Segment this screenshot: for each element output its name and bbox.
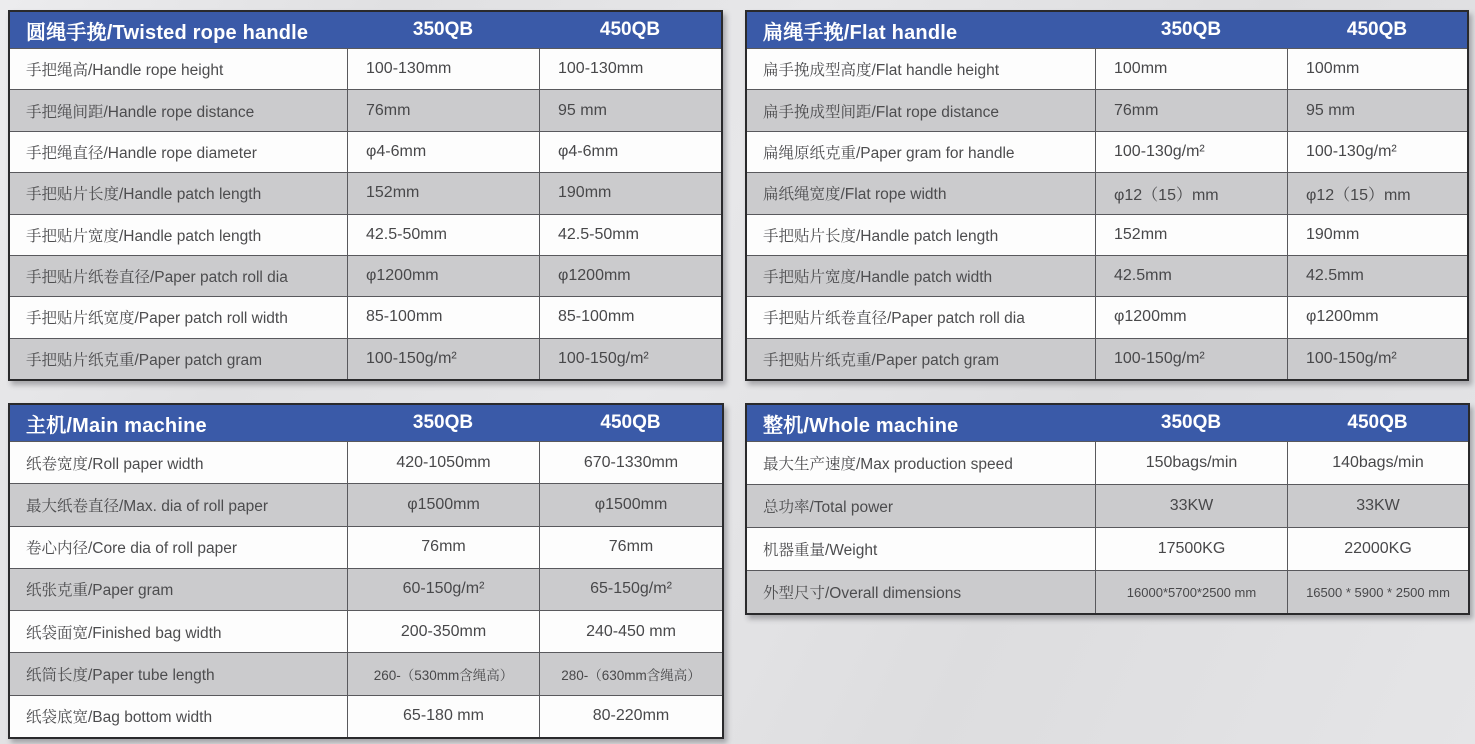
spec-value-350qb: 152mm xyxy=(347,173,539,213)
spec-label: 纸张克重/Paper gram xyxy=(26,582,174,600)
spec-value-450qb: 100-130mm xyxy=(539,49,721,89)
spec-value-450qb: φ1500mm xyxy=(539,484,722,525)
spec-label: 手把贴片纸卷直径/Paper patch roll dia xyxy=(26,269,288,287)
spec-value-350qb: φ1200mm xyxy=(1095,297,1287,337)
table-row xyxy=(10,172,721,213)
column-header-350qb: 350QB xyxy=(1160,19,1222,40)
table-row xyxy=(10,338,721,379)
spec-label: 纸袋面宽/Finished bag width xyxy=(26,624,222,642)
spec-value-350qb: 16000*5700*2500 mm xyxy=(1095,571,1287,613)
table-row xyxy=(747,484,1468,527)
spec-value-350qb: 60-150g/m² xyxy=(347,569,539,610)
spec-value-450qb: 95 mm xyxy=(539,90,721,130)
table-title: 圆绳手挽/Twisted rope handle xyxy=(26,21,309,44)
spec-label: 最大纸卷直径/Max. dia of roll paper xyxy=(26,497,269,515)
spec-value-450qb: 240-450 mm xyxy=(539,611,722,652)
spec-label: 手把贴片长度/Handle patch length xyxy=(26,186,262,204)
spec-value-350qb: 65-180 mm xyxy=(347,696,539,737)
spec-label: 手把绳高/Handle rope height xyxy=(26,62,224,80)
spec-value-450qb: φ1200mm xyxy=(539,256,721,296)
table-row xyxy=(10,483,722,525)
spec-value-450qb: 280-（630mm含绳高） xyxy=(539,653,722,694)
spec-value-450qb: 33KW xyxy=(1287,485,1468,527)
spec-value-350qb: 100-130mm xyxy=(347,49,539,89)
table-row xyxy=(747,441,1468,484)
spec-value-350qb: 420-1050mm xyxy=(347,442,539,483)
spec-value-350qb: φ12（15）mm xyxy=(1095,173,1287,213)
table-body xyxy=(747,48,1467,379)
spec-value-450qb: 76mm xyxy=(539,527,722,568)
column-header-450qb: 450QB xyxy=(1346,19,1408,40)
spec-value-350qb: 85-100mm xyxy=(347,297,539,337)
spec-table-main-machine xyxy=(8,403,724,739)
table-row xyxy=(10,526,722,568)
spec-label: 纸袋底宽/Bag bottom width xyxy=(26,709,213,727)
column-header-350qb: 350QB xyxy=(1160,412,1222,433)
table-title: 主机/Main machine xyxy=(26,414,207,437)
spec-value-450qb: 100-150g/m² xyxy=(539,339,721,379)
spec-label: 纸卷宽度/Roll paper width xyxy=(26,455,204,473)
column-header-350qb: 350QB xyxy=(412,412,474,433)
spec-value-450qb: 95 mm xyxy=(1287,90,1467,130)
table-row xyxy=(747,527,1468,570)
spec-value-450qb: 65-150g/m² xyxy=(539,569,722,610)
spec-value-450qb: 22000KG xyxy=(1287,528,1468,570)
spec-value-350qb: φ1200mm xyxy=(347,256,539,296)
table-row xyxy=(10,568,722,610)
table-title: 整机/Whole machine xyxy=(763,414,959,437)
spec-label: 总功率/Total power xyxy=(763,499,894,516)
table-row xyxy=(747,255,1467,296)
spec-value-350qb: 152mm xyxy=(1095,215,1287,255)
spec-value-450qb: 42.5-50mm xyxy=(539,215,721,255)
spec-value-350qb: 76mm xyxy=(347,90,539,130)
spec-value-450qb: 80-220mm xyxy=(539,696,722,737)
spec-value-350qb: 150bags/min xyxy=(1095,442,1287,484)
spec-value-450qb: φ12（15）mm xyxy=(1287,173,1467,213)
spec-value-450qb: 100-150g/m² xyxy=(1287,339,1467,379)
spec-label: 手把贴片纸宽度/Paper patch roll width xyxy=(26,310,288,328)
spec-value-350qb: 100mm xyxy=(1095,49,1287,89)
spec-value-350qb: 17500KG xyxy=(1095,528,1287,570)
table-row xyxy=(10,296,721,337)
spec-value-350qb: 100-130g/m² xyxy=(1095,132,1287,172)
table-header xyxy=(747,405,1468,441)
table-body xyxy=(10,48,721,379)
spec-value-450qb: φ1200mm xyxy=(1287,297,1467,337)
spec-label: 手把绳直径/Handle rope diameter xyxy=(26,144,257,162)
spec-label: 手把绳间距/Handle rope distance xyxy=(26,103,255,121)
table-row xyxy=(10,89,721,130)
table-body xyxy=(747,441,1468,613)
table-row xyxy=(10,255,721,296)
spec-value-450qb: 190mm xyxy=(539,173,721,213)
spec-value-350qb: 42.5-50mm xyxy=(347,215,539,255)
column-header-450qb: 450QB xyxy=(600,412,661,433)
table-row xyxy=(747,89,1467,130)
spec-label: 手把贴片宽度/Handle patch width xyxy=(763,269,993,287)
table-row xyxy=(10,48,721,89)
spec-value-350qb: 42.5mm xyxy=(1095,256,1287,296)
spec-label: 手把贴片纸克重/Paper patch gram xyxy=(26,351,263,369)
spec-value-450qb: φ4-6mm xyxy=(539,132,721,172)
spec-value-450qb: 670-1330mm xyxy=(539,442,722,483)
spec-value-450qb: 140bags/min xyxy=(1287,442,1468,484)
table-row xyxy=(747,48,1467,89)
spec-value-450qb: 42.5mm xyxy=(1287,256,1467,296)
spec-label: 纸筒长度/Paper tube length xyxy=(26,667,215,685)
spec-label: 卷心内径/Core dia of roll paper xyxy=(26,540,238,558)
table-row xyxy=(10,441,722,483)
spec-label: 最大生产速度/Max production speed xyxy=(763,456,1013,473)
spec-table-whole-machine xyxy=(745,403,1470,615)
spec-value-450qb: 190mm xyxy=(1287,215,1467,255)
table-row xyxy=(747,131,1467,172)
spec-value-350qb: φ1500mm xyxy=(347,484,539,525)
table-header xyxy=(10,12,721,48)
spec-label: 手把贴片纸克重/Paper patch gram xyxy=(763,351,1000,369)
spec-value-350qb: φ4-6mm xyxy=(347,132,539,172)
spec-table-flat-handle xyxy=(745,10,1469,381)
table-body xyxy=(10,441,722,737)
spec-value-350qb: 260-（530mm含绳高） xyxy=(347,653,539,694)
spec-value-350qb: 33KW xyxy=(1095,485,1287,527)
spec-label: 扁手挽成型间距/Flat rope distance xyxy=(763,103,1000,121)
spec-value-350qb: 100-150g/m² xyxy=(1095,339,1287,379)
column-header-450qb: 450QB xyxy=(1347,412,1408,433)
spec-label: 机器重量/Weight xyxy=(763,542,878,559)
spec-label: 手把贴片长度/Handle patch length xyxy=(763,227,999,245)
table-row xyxy=(10,214,721,255)
spec-label: 外型尺寸/Overall dimensions xyxy=(763,585,962,602)
spec-value-350qb: 100-150g/m² xyxy=(347,339,539,379)
table-row xyxy=(747,296,1467,337)
table-title: 扁绳手挽/Flat handle xyxy=(763,21,958,44)
table-row xyxy=(10,695,722,737)
spec-value-450qb: 100mm xyxy=(1287,49,1467,89)
spec-table-twisted-rope-handle xyxy=(8,10,723,381)
table-row xyxy=(747,172,1467,213)
table-row xyxy=(10,131,721,172)
table-row xyxy=(747,214,1467,255)
spec-value-350qb: 76mm xyxy=(1095,90,1287,130)
spec-value-350qb: 200-350mm xyxy=(347,611,539,652)
table-row xyxy=(10,610,722,652)
spec-value-450qb: 16500 * 5900 * 2500 mm xyxy=(1287,571,1468,613)
spec-label: 手把贴片纸卷直径/Paper patch roll dia xyxy=(763,310,1025,328)
spec-value-450qb: 100-130g/m² xyxy=(1287,132,1467,172)
table-row xyxy=(747,338,1467,379)
spec-value-450qb: 85-100mm xyxy=(539,297,721,337)
table-header xyxy=(747,12,1467,48)
spec-label: 扁绳原纸克重/Paper gram for handle xyxy=(763,144,1015,162)
spec-label: 扁纸绳宽度/Flat rope width xyxy=(763,186,947,204)
spec-label: 手把贴片宽度/Handle patch length xyxy=(26,227,262,245)
table-row xyxy=(10,652,722,694)
spec-value-350qb: 76mm xyxy=(347,527,539,568)
table-row xyxy=(747,570,1468,613)
column-header-350qb: 350QB xyxy=(412,19,474,40)
column-header-450qb: 450QB xyxy=(599,19,661,40)
table-header xyxy=(10,405,722,441)
spec-label: 扁手挽成型高度/Flat handle height xyxy=(763,62,1000,80)
